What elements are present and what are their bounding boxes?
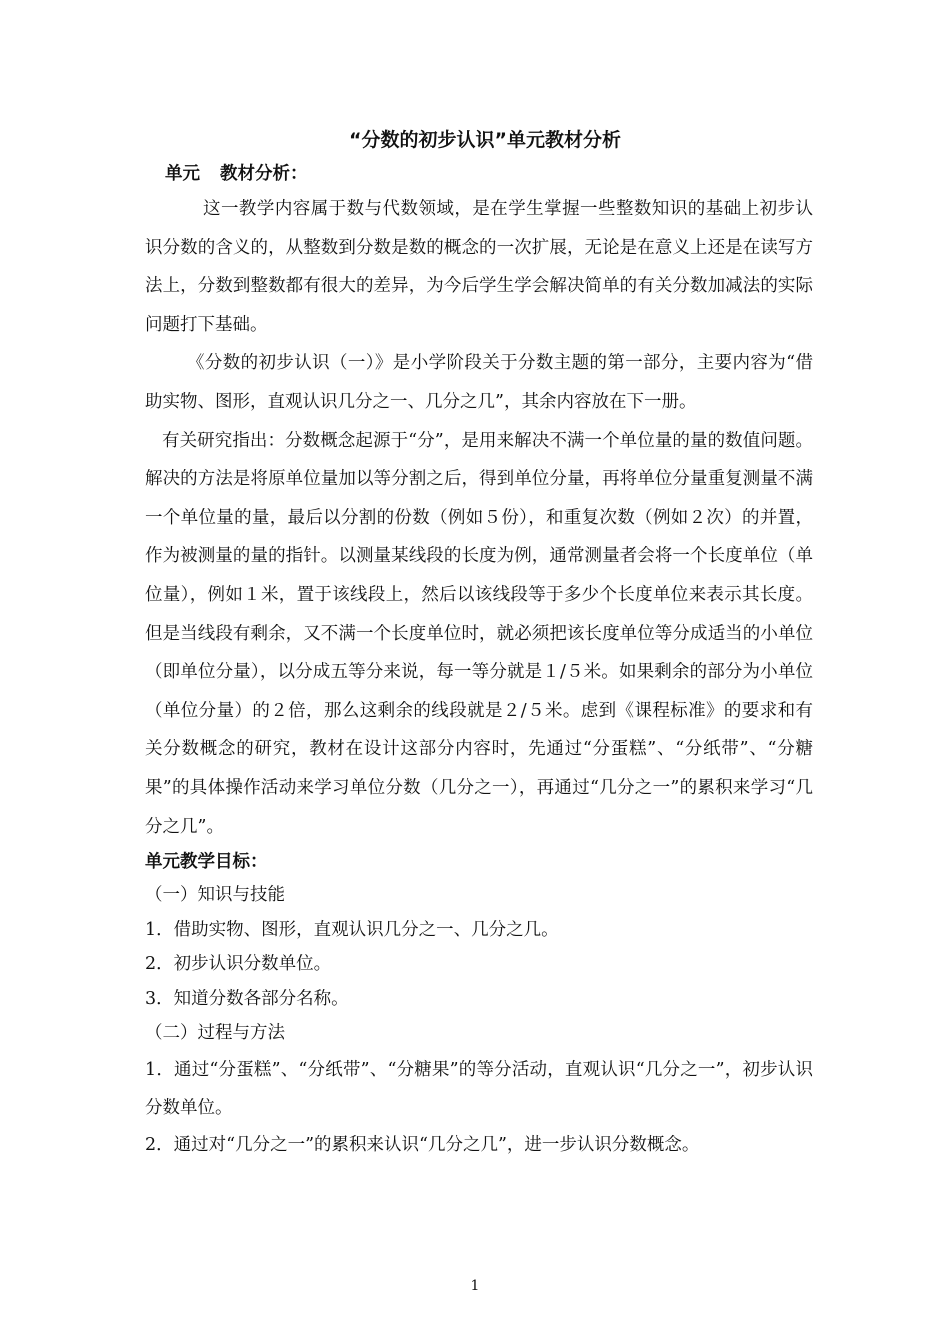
list-item: 2．初步认识分数单位。 <box>145 954 332 975</box>
list-item: 1．通过“分蛋糕”、“分纸带”、“分糖果”的等分活动，直观认识“几分之一”，初步认识分数单位。 <box>145 1059 813 1119</box>
paragraph-research: 有关研究指出：分数概念起源于“分”，是用来解决不满一个单位量的量的数值问题。解决的方法是将原单位量加以等分割之后，得到单位分量，再将单位分量重复测量不满一个单位量的量，最后以分割的份数（例如５份），和重复次数（例如２次）的并置，作为被测量的量的指针。以测量某线段的长度为例，通常测量者会将一个长度单位（单位量），例如１米，置于该线段上，然后以该线段等于多少个长度单位来表示其长度。但是当线段有剩余，又不满一个长度单位时，就必须把该长度单位等分成适当的小单位（即单位分量），以分成五等分来说，每一等分就是１/５米。如果剩余的部分为小单位（单位分量）的２倍，那么这剩余的线段就是２/５米。虑到《课程标准》的要求和有关分数概念的研究，教材在设计这部分内容时，先通过“分蛋糕”、“分纸带”、“分糖果”的具体操作活动来学习单位分数（几分之一），再通过“几分之一”的累积来学习“几分之几”。 <box>145 430 813 837</box>
section-heading-objectives: 单元教学目标： <box>145 852 268 873</box>
page-number: 1 <box>470 1278 480 1294</box>
list-item: 1．借助实物、图形，直观认识几分之一、几分之几。 <box>145 919 559 940</box>
list-item: 3．知道分数各部分名称。 <box>145 988 349 1009</box>
subsection-process: （二）过程与方法 <box>145 1023 285 1044</box>
section-heading-analysis <box>145 158 813 190</box>
document-title: “分数的初步认识”单元教材分析 <box>349 129 621 151</box>
page-content <box>145 122 813 1162</box>
subsection-knowledge: （一）知识与技能 <box>145 885 285 906</box>
list-item: 2．通过对“几分之一”的累积来认识“几分之几”，进一步认识分数概念。 <box>145 1134 700 1155</box>
section-heading-part-b: 教材分析： <box>220 164 308 184</box>
paragraph-overview: 《分数的初步认识（一）》是小学阶段关于分数主题的第一部分，主要内容为“借助实物、图形，直观认识几分之一、几分之几”，其余内容放在下一册。 <box>145 353 813 412</box>
section-heading-part-a: 单元 <box>165 164 200 184</box>
paragraph-intro: 这一教学内容属于数与代数领域，是在学生掌握一些整数知识的基础上初步认识分数的含义的，从整数到分数是数的概念的一次扩展，无论是在意义上还是在读写方法上，分数到整数都有很大的差异，为今后学生学会解决简单的有关分数加减法的实际问题打下基础。 <box>145 199 813 335</box>
